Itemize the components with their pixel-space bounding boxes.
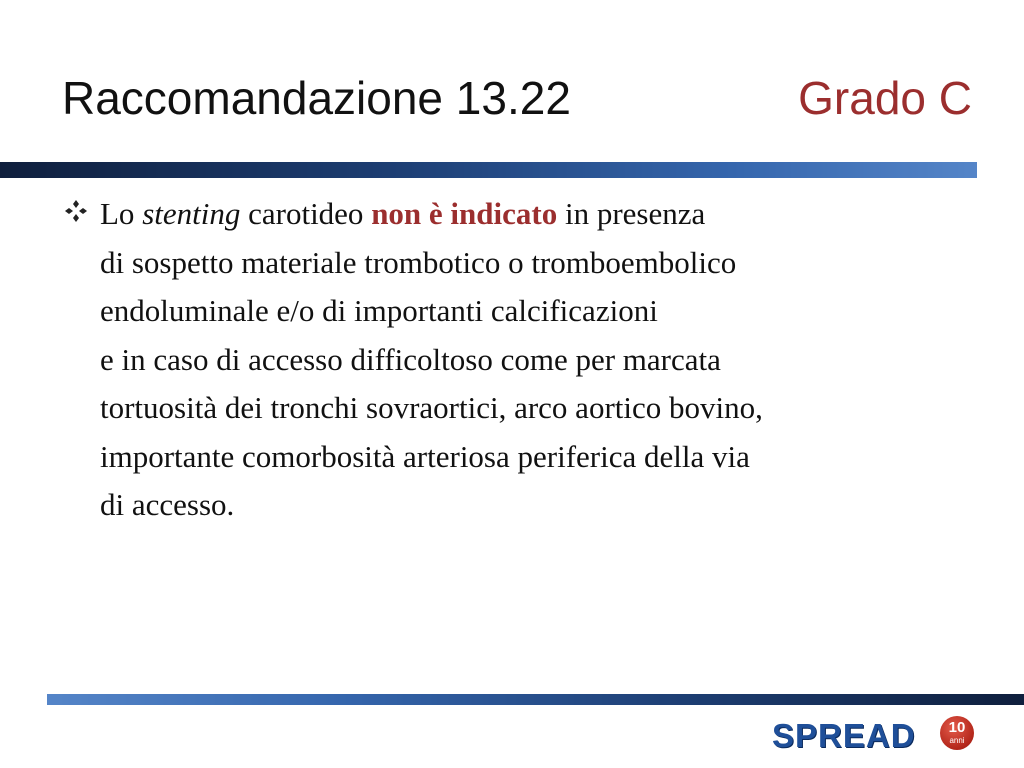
text-emphasis: non è indicato [371, 196, 558, 231]
logo-wordmark: SPREAD [772, 717, 916, 754]
anniversary-badge [940, 716, 974, 750]
text-lead: Lo [100, 196, 135, 231]
text-line-2: di sospetto materiale trombotico o tromboembolico [100, 244, 737, 280]
text-line-3: endoluminale e/o di importanti calcificazioni [100, 293, 658, 328]
slide-title: Raccomandazione 13.22 [62, 72, 571, 124]
text-line-4: e in caso di accesso difficoltoso come per marcata [100, 341, 721, 377]
text-line-7: di accesso. [100, 487, 235, 522]
grade-label: Grado C [798, 72, 972, 124]
diamond-bullet-icon [64, 199, 88, 223]
badge-number: 10 [948, 719, 966, 736]
text-mid: carotideo [248, 196, 364, 231]
header-divider-bar [0, 162, 977, 178]
footer-divider-bar [47, 694, 1024, 705]
badge-text: anni [949, 736, 965, 745]
text-tail: in presenza [564, 196, 706, 231]
text-line-6: importante comorbosità arteriosa periferica della via [100, 438, 750, 474]
text-italic-term: stenting [142, 196, 241, 231]
text-line-1 [100, 190, 980, 239]
spread-logo [772, 712, 974, 756]
recommendation-text [100, 190, 980, 530]
text-line-5: tortuosità dei tronchi sovraortici, arco aortico bovino, [100, 390, 763, 425]
